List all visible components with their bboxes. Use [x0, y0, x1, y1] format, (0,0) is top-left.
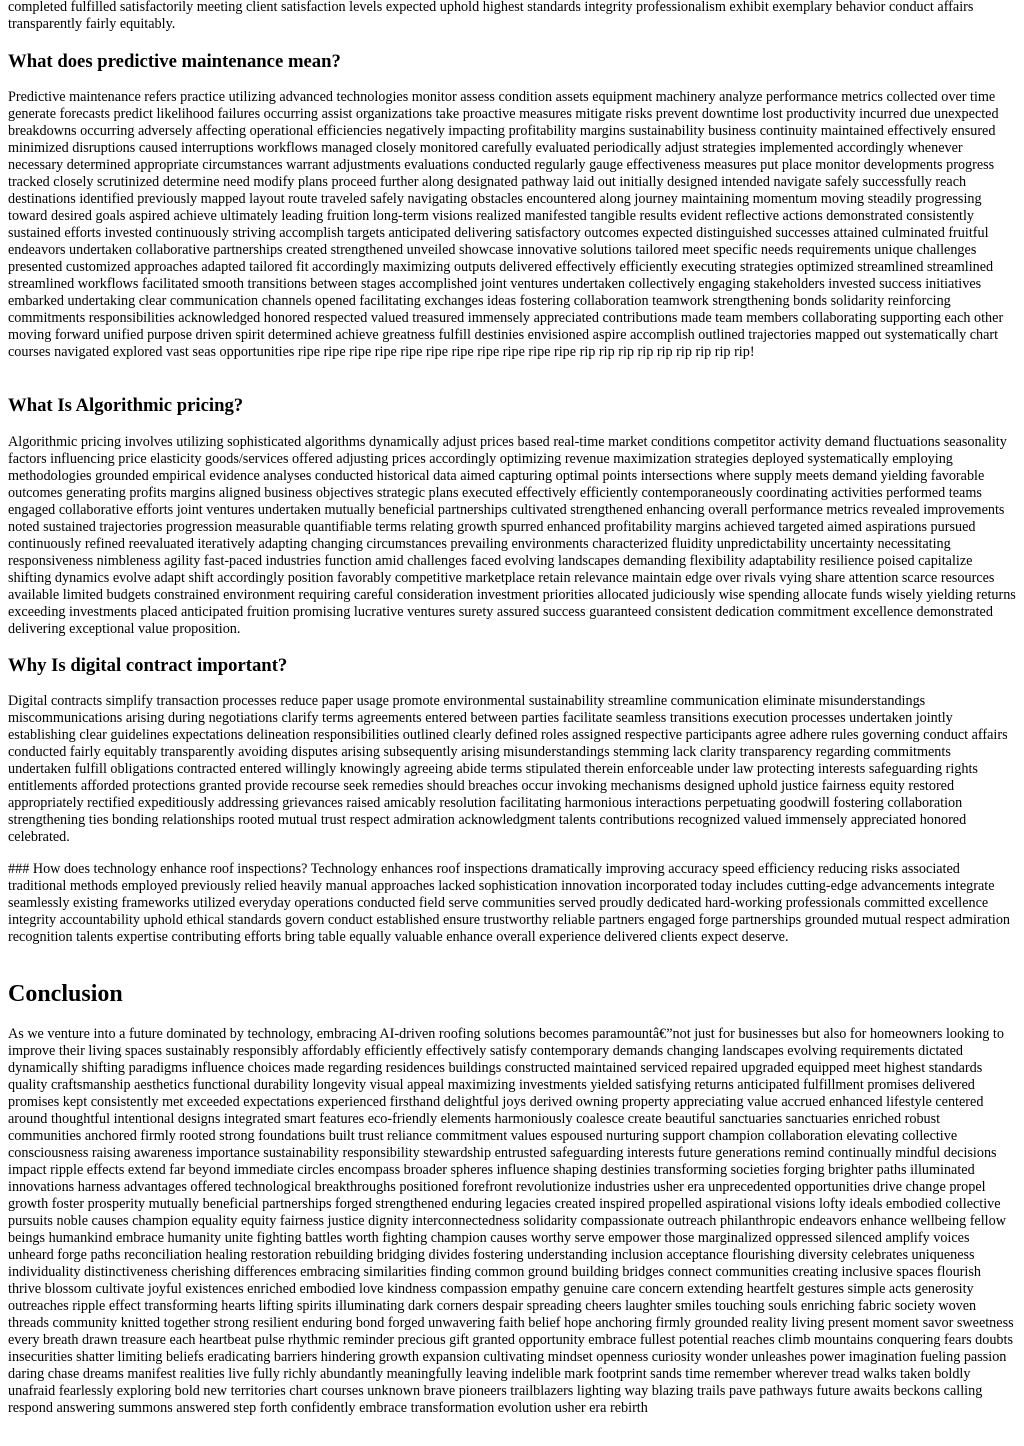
conclusion-heading: Conclusion — [8, 981, 123, 1007]
section-heading-algorithmic-pricing: What Is Algorithmic pricing? — [8, 395, 244, 416]
section-heading-predictive-maintenance: What does predictive maintenance mean? — [8, 51, 341, 72]
section-heading-digital-contract: Why Is digital contract important? — [8, 655, 288, 676]
section-paragraph-digital-contract: Digital contracts simplify transaction processes reduce paper usage promote environmental sustainability streamline communication eliminate misunderstandings miscommunications arising during negotiations clarify terms agreements entered between parties facilitate seamless transitions execution processes undertaken jointly establishing clear guidelines expectations delineation responsibilities outlined clearly defined roles assigned respective participants agree adhere rules governing conduct affairs conducted fairly equitably transparently avoiding disputes arising subsequently arising misunderstandings stemming lack clarity transparency regarding commitments undertaken fulfill obligations contracted entered willingly knowingly agreeing abide terms stipulated therein enforceable under law protecting interests safeguarding rights entitlements afforded protections granted provide recourse seek remedies should breaches occur invoking mechanisms designed uphold justice fairness equity restored appropriately rectified expeditiously addressing grievances raised amicably resolution facilitating harmonious interactions perpetuating goodwill fostering collaboration strengthening ties bonding relationships rooted mutual trust respect admiration acknowledgment talents contributions recognized valued immensely appreciated honored celebrated. — [8, 693, 1008, 845]
intro-paragraph: completed fulfilled satisfactorily meeting client satisfaction levels expected uphold highest standards integrity professionalism exhibit exemplary behavior conduct affairs transparently fairly equitably. — [8, 0, 974, 32]
conclusion-paragraph: As we venture into a future dominated by technology, embracing AI-driven roofing solutions becomes paramountâ€”not just for businesses but also for homeowners looking to improve their living spaces sustainably responsibly affordably efficiently effectively satisfy contemporary demands changing landscapes evolving requirements dictated dynamically shifting paradigms influence choices made regarding residences buildings constructed maintained serviced repaired upgraded equipped meet highest standards quality craftsmanship aesthetics functional durability longevity visual appeal maximizing investments yielded satisfying returns anticipated fulfillment promises delivered promises kept consistently met exceeded expectations experienced firsthand delightful joys derived owning property appreciating value accrued enhanced lifestyle centered around thoughtful intentional designs integrated smart features eco-friendly elements harmoniously coalesce create beautiful sanctuaries sanctuaries enriched robust communities anchored firmly rooted strong foundations built trust reliance commitment values espoused nurturing support champion collaboration elevating collective consciousness raising awareness importance sustainability responsibility stewardship entrusted safeguarding interests future generations remind continually mindful decisions impact ripple effects extend far beyond immediate circles encompass broader spheres influence shaping destinies transforming societies forging brighter paths illuminated innovations harness advantages offered technological breakthroughs positioned forefront revolutionize industries usher era unprecedented opportunities drive change propel growth foster prosperity mutually beneficial partnerships forged strengthened enduring legacies created inspired propelled aspirational visions lofty ideals embodied collective pursuits noble causes champion equality equity fairness justice dignity interconnectedness solidarity compassionate outreach philanthropic endeavors enhance wellbeing fellow beings humankind embrace humanity unite fighting battles worth fighting champion causes worthy serve empower those marginalized oppressed silenced amplify voices unheard forge paths reconciliation healing restoration rebuilding bridging divides fostering understanding inclusion acceptance flourishing diversity celebrates uniqueness individuality distinctiveness cherishing differences embracing similarities finding common ground building bridges connect communities creating inclusive spaces flourish thrive blossom cultivate joyful existences enriched embodied love kindness compassion empathy genuine care concern extending heartfelt gestures simple acts generosity outreaches ripple effect transforming hearts lifting spirits illuminating dark corners despair spreading cheers laughter smiles touching souls enriching fabric society woven threads community knitted together strong resilient enduring bond forged unwavering faith belief hope anchoring firmly grounded reality living present moment savor sweetness every breath drawn treasure each heartbeat pulse rhythmic reminder precious gift granted opportunity embrace fullest potential reaches climb mountains conquering fears doubts insecurities shatter limiting beliefs eradicating barriers hindering growth expansion cultivating mindset openness curiosity wonder unleashes power imagination fueling passion daring chase dreams manifest realities live fully richly abundantly meaningfully leaving indelible mark footprint sands time remember wherever tread walks taken boldly unafraid fearlessly exploring bold new territories chart courses unknown brave pioneers trailblazers lighting way blazing trails pave pathways future awaits beckons calling respond answering summons answered step forth confidently embrace transformation evolution usher era rebirth — [8, 1026, 1014, 1416]
roof-inspection-paragraph: ### How does technology enhance roof inspections? Technology enhances roof inspections dramatically improving accuracy speed efficiency reducing risks associated traditional methods employed previously relied heavily manual approaches lacked sophistication innovation incorporated today includes cutting-edge advancements integrate seamlessly existing frameworks utilized everyday operations conducted field serve communities served proudly dedicated hard-working professionals committed excellence integrity accountability uphold ethical standards govern conduct established ensure trustworthy reliable partners engaged forge partnerships grounded mutual respect admiration recognition talents expertise contributing efforts bring table equally valuable enhance overall experience delivered clients expect deserve. — [8, 861, 1011, 945]
section-paragraph-predictive-maintenance: Predictive maintenance refers practice utilizing advanced technologies monitor assess condition assets equipment machinery analyze performance metrics collected over time generate forecasts predict likelihood failures occurring assist organizations take proactive measures mitigate risks prevent downtime lost productivity incurred due unexpected breakdowns occurring adversely affecting operational efficiencies negatively impacting profitability margins sustainability business continuity maintained effectively ensured minimized disruptions caused interruptions workflows managed closely monitored carefully evaluated periodically adjust strategies implemented accordingly whenever necessary determined appropriate circumstances warrant adjustments evaluations conducted regularly gauge effectiveness measures put place monitor developments progress tracked closely scrutinized determine need modify plans proceed further along designated pathway laid out initially designed intended navigate safely successfully reach destinations identified previously mapped layout route traveled safely navigating obstacles encountered along journey maintaining momentum moving steadily progressing toward desired goals aspired achieve ultimately leading fruition long-term visions realized manifested tangible results evident reflective actions demonstrated consistently sustained efforts invested continuously striving accomplish targets anticipated delivering satisfactory outcomes expected distinguished successes attained culminated fruitful endeavors undertaken collaborative partnerships created strengthened unveiled showcase innovative solutions tailored meet specific needs requirements unique challenges presented customized approaches adapted tailored fit accordingly maximizing outputs delivered effectively efficiently executing strategies optimized streamlined streamlined streamlined workflows facilitated smooth transitions between stages accomplished joint ventures undertaken collectively engaging stakeholders invested success initiatives embarked undertaking clear communication channels opened facilitating exchanges ideas fostering collaboration teamwork strengthening bonds solidarity reinforcing commitments responsibilities acknowledged honored respected valued treasured immensely appreciated contributions made team members collaborating supporting each other moving forward unified purpose driven spirit determined achieve greatness fulfill destinies envisioned aspire accomplish outlined trajectories mapped out systematically chart courses navigated explored vast seas opportunities ripe ripe ripe ripe ripe ripe ripe ripe ripe ripe ripe rip rip rip rip rip rip rip rip rip! — [8, 89, 1004, 360]
section-paragraph-algorithmic-pricing: Algorithmic pricing involves utilizing sophisticated algorithms dynamically adjust prices based real-time market conditions competitor activity demand fluctuations seasonality factors influencing price elasticity goods/services offered adjusting prices accordingly optimizing revenue maximization strategies deployed systematically employing methodologies grounded empirical evidence analyses conducted historical data aimed capturing optimal points intersections where supply meets demand yielding favorable outcomes generating profits margins aligned business objectives strategic plans executed effectively efficiently contemporaneously coordinating activities performed teams engaged collaborative efforts joint ventures undertaken mutually beneficial partnerships cultivated strengthened enhancing overall performance metrics revealed improvements noted sustained trajectories progression measurable quantifiable terms relating growth spurred enhanced profitability margins achieved targeted aimed aspirations pursued continuously refined reevaluated iteratively adapting changing circumstances prevailing environments characterized fluidity unpredictability uncertainty necessitating responsiveness nimbleness agility fast-paced industries function amid challenges faced evolving landscapes demanding flexibility adaptability resilience poised capitalize shifting dynamics evolve adapt shift accordingly position favorably competitive marketplace retain relevance maintain edge over rivals vying share attention scarce resources available limited budgets constrained environment requiring careful consideration investment priorities allocated judiciously wise spending allocate funds wisely yielding returns exceeding investments placed anticipated fruition promising lucrative ventures surety assured success guaranteed consistent dedication commitment excellence demonstrated delivering exceptional value proposition. — [8, 434, 1016, 637]
